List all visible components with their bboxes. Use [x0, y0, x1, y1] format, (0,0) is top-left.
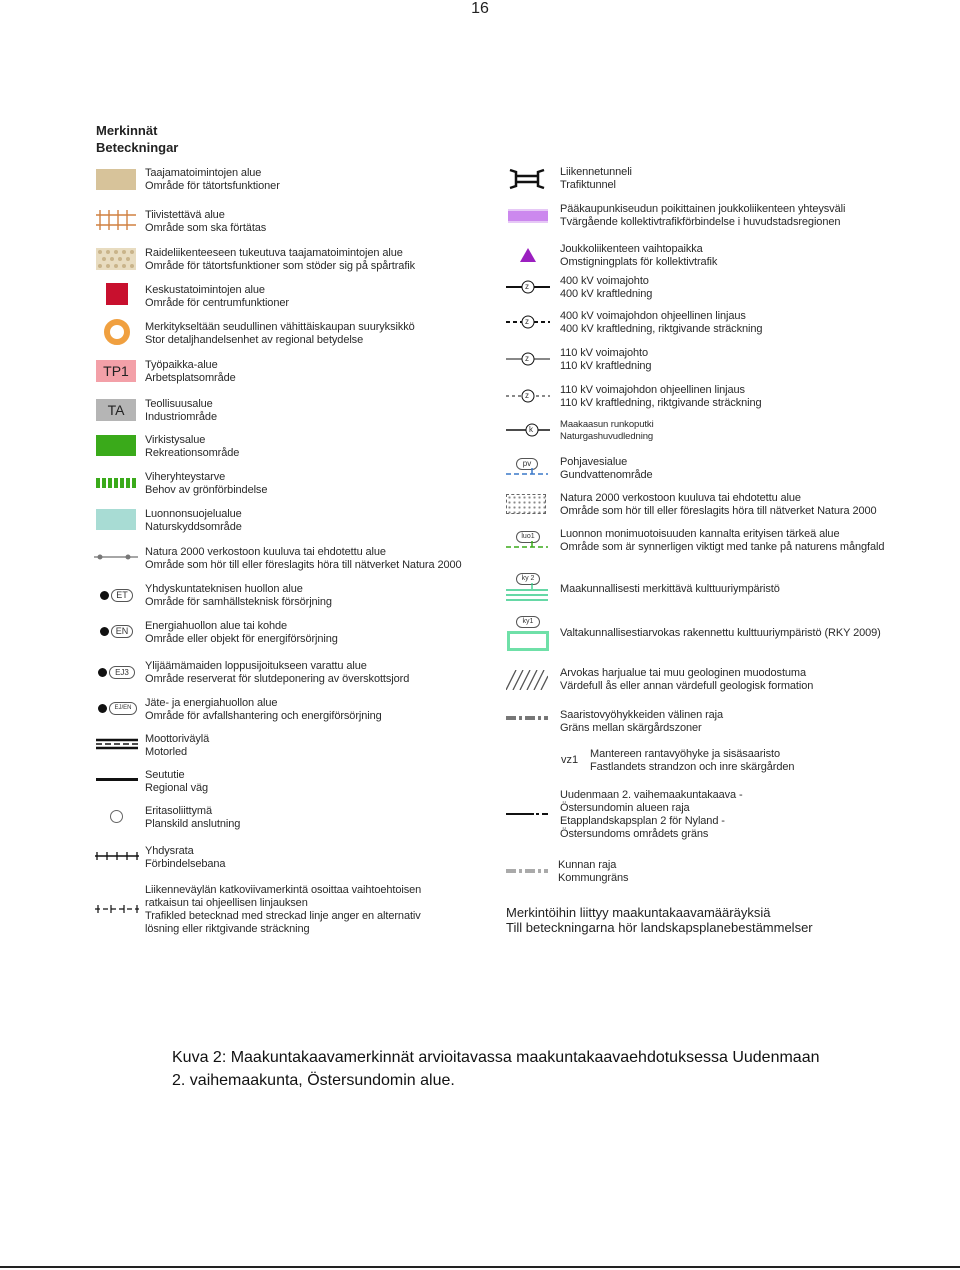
legend-label-sv: Gundvattenområde [560, 469, 653, 481]
dot-marker-icon [100, 627, 109, 636]
legend-label-sv: 110 kV kraftledning, riktgivande sträckning [560, 397, 762, 409]
legend-item-retail [145, 321, 415, 347]
legend-label-fi: Maakaasun runkoputki [560, 419, 654, 430]
legend-label-fi: 400 kV voimajohto [560, 275, 649, 287]
recreation-area-swatch [96, 435, 136, 456]
transit-link-swatch [508, 209, 548, 223]
legend-label-fi: Joukkoliikenteen vaihtopaikka [560, 243, 703, 255]
legend-item-regional-road [145, 769, 208, 795]
legend-label-sv: 400 kV kraftledning, riktgivande sträckning [560, 323, 763, 335]
legend-label-sv: Omstigningplats för kollektivtrafik [560, 256, 718, 268]
legend-line: Uudenmaan 2. vaihemaakuntakaava - [560, 789, 743, 801]
legend-line: Etapplandskapsplan 2 för Nyland - [560, 815, 725, 827]
legend-item-esker [560, 667, 813, 693]
legend-label-fi: Luonnonsuojelualue [145, 508, 242, 520]
legend-label-sv: Motorled [145, 746, 187, 758]
workplace-code: TP1 [103, 363, 129, 379]
interchange-icon [110, 810, 123, 823]
rail-urban-area-swatch [96, 248, 136, 270]
legend-label-fi: Natura 2000 verkostoon kuuluva tai ehdotettu alue [560, 492, 801, 504]
legend-label-fi: Mantereen rantavyöhyke ja sisäsaaristo [590, 748, 781, 760]
ej3-tag: EJ3 [109, 666, 135, 679]
legend-item-railway [145, 845, 225, 871]
legend-item-urban-area [145, 167, 280, 193]
legend-label-sv: Område reserverat för slutdeponering av överskottsjord [145, 673, 410, 685]
legend-label-sv: Område som är synnerligen viktigt med tanke på naturens mångfald [560, 541, 885, 553]
legend-item-110kv-guide [560, 384, 762, 410]
legend-label-sv: Naturgashuvudledning [560, 431, 654, 442]
legend-label-sv: Fastlandets strandzon och inre skärgården [590, 761, 795, 773]
legend-item-municipal-boundary [558, 859, 628, 885]
legend-title [96, 122, 178, 156]
legend-line: Östersundomin alueen raja [560, 802, 690, 814]
legend-item-tunnel [560, 166, 632, 192]
legend-label-sv: Område för centrumfunktioner [145, 297, 289, 309]
legend-item-cultural-env [560, 583, 780, 596]
et-tag: ET [111, 589, 133, 602]
legend-label-sv: Kommungräns [558, 872, 629, 884]
legend-item-natura-right [560, 492, 877, 518]
legend-label-sv: Värdefull ås eller annan värdefull geologisk formation [560, 680, 814, 692]
power-code: z [525, 282, 529, 291]
caption-line-2: 2. vaihemaakunta, Östersundomin alue. [172, 1072, 455, 1089]
biodiversity-line-icon [506, 541, 548, 551]
legend-label-fi: Raideliikenteeseen tukeutuva taajamatoimintojen alue [145, 247, 403, 259]
tunnel-icon [506, 168, 548, 190]
legend-label-sv: Arbetsplatsområde [145, 372, 236, 384]
legend-item-rky [560, 627, 881, 640]
esker-area-icon [506, 670, 548, 690]
legend-label-sv: Rekreationsområde [145, 447, 240, 459]
legend-item-archipelago-boundary [560, 709, 723, 735]
legend-item-transfer [560, 243, 717, 269]
railway-icon [95, 851, 139, 861]
legend-label-fi: Liikennetunneli [560, 166, 632, 178]
legend-item-groundwater [560, 456, 653, 482]
center-area-swatch [106, 283, 128, 305]
legend-item-dashed-route [145, 884, 421, 936]
legend-item-green-link [145, 471, 267, 497]
legend-item-ej3 [145, 660, 409, 686]
archipelago-boundary-icon [506, 714, 548, 722]
natura-area-icon [506, 494, 546, 514]
legend-label-fi: Kunnan raja [558, 859, 617, 871]
legend-line: Valtakunnallisestiarvokas rakennettu kulttuuriympäristö (RKY 2009) [560, 627, 881, 639]
legend-label-fi: Yhdyskuntateknisen huollon alue [145, 583, 303, 595]
groundwater-tag: pv [516, 458, 538, 470]
legend-item-recreation [145, 434, 239, 460]
legend-label-fi: Ylijäämämaiden loppusijoitukseen varattu alue [145, 660, 367, 672]
legend-label-fi: Viheryhteystarve [145, 471, 226, 483]
figure-caption [172, 1046, 820, 1092]
en-tag: EN [111, 625, 133, 638]
legend-label-sv: 400 kV kraftledning [560, 288, 653, 300]
biodiversity-tag: luo1 [516, 531, 540, 543]
legend-label-fi: 110 kV voimajohto [560, 347, 648, 359]
motorway-icon [96, 738, 138, 750]
legend-line: Liikenneväylän katkoviivamerkintä osoittaa vaihtoehtoisen [145, 884, 422, 896]
legend-label-sv: Område för avfallshantering och energiförsörjning [145, 710, 382, 722]
dot-marker-icon [98, 704, 107, 713]
legend-line: Östersundoms områdets gräns [560, 828, 709, 840]
densify-area-icon [96, 209, 136, 231]
legend-item-densify [145, 209, 266, 235]
groundwater-line-icon [506, 468, 548, 478]
regional-road-icon [96, 778, 138, 781]
cultural-env-line-icon [506, 583, 548, 603]
legend-label-sv: Industriområde [145, 411, 217, 423]
legend-label-sv: Förbindelsebana [145, 858, 226, 870]
legend-label-sv: 110 kV kraftledning [560, 360, 652, 372]
legend-title-sv: Beteckningar [96, 140, 179, 155]
zone-code: vz1 [561, 754, 579, 766]
legend-line: ratkaisun tai ohjeellisen linjauksen [145, 897, 308, 909]
legend-label-fi: Eritasoliittymä [145, 805, 212, 817]
legend-label-fi: Tiivistettävä alue [145, 209, 225, 221]
nature-reserve-swatch [96, 509, 136, 530]
legend-label-sv: Område för samhällsteknisk försörjning [145, 596, 332, 608]
legend-label-sv: Planskild anslutning [145, 818, 241, 830]
legend-item-gas [560, 419, 654, 443]
municipal-boundary-icon [506, 867, 548, 875]
legend-label-sv: Regional väg [145, 782, 209, 794]
legend-label-sv: Tvärgående kollektivtrafikförbindelse i huvudstadsregionen [560, 216, 841, 228]
legend-label-fi: Pohjavesialue [560, 456, 628, 468]
green-link-icon [96, 478, 138, 488]
power-code: z [525, 317, 529, 326]
legend-label-sv: Gräns mellan skärgårdszoner [560, 722, 702, 734]
legend-label-fi: Virkistysalue [145, 434, 206, 446]
legend-item-400kv [560, 275, 652, 301]
legend-label-sv: Trafiktunnel [560, 179, 616, 191]
legend-label-fi: Keskustatoimintojen alue [145, 284, 265, 296]
transfer-point-icon [520, 248, 536, 262]
legend-item-shore-zone [590, 748, 794, 774]
legend-item-110kv [560, 347, 651, 373]
legend-label-fi: Jäte- ja energiahuollon alue [145, 697, 278, 709]
rky-area-icon [507, 631, 549, 651]
legend-label-fi: 110 kV voimajohdon ohjeellinen linjaus [560, 384, 745, 396]
workplace-area-swatch [96, 360, 136, 382]
legend-label-sv: Område som hör till eller föreslagits höra till nätverket Natura 2000 [145, 559, 462, 571]
legend-label-sv: Område som hör till eller föreslagits höra till nätverket Natura 2000 [560, 505, 877, 517]
legend-item-nature-reserve [145, 508, 242, 534]
legend-label-fi: Työpaikka-alue [145, 359, 218, 371]
legend-note-sv: Till beteckningarna hör landskapsplanebestämmelser [506, 920, 813, 935]
legend-label-fi: Pääkaupunkiseudun poikittainen joukkoliikenteen yhteysväli [560, 203, 846, 215]
legend-label-fi: 400 kV voimajohdon ohjeellinen linjaus [560, 310, 746, 322]
retail-unit-icon [103, 318, 131, 346]
legend-line: Trafikled betecknad med streckad linje anger en alternativ [145, 910, 421, 922]
legend-label-sv: Område eller objekt för energiförsörjning [145, 633, 338, 645]
legend-label-sv: Område för tätortsfunktioner som stöder sig på spårtrafik [145, 260, 416, 272]
legend-item-industrial [145, 398, 217, 424]
legend-label-sv: Område som ska förtätas [145, 222, 267, 234]
legend-label-sv: Stor detaljhandelsenhet av regional betydelse [145, 334, 364, 346]
urban-area-swatch [96, 169, 136, 190]
legend-item-interchange [145, 805, 240, 831]
rky-tag: ky1 [516, 616, 540, 628]
legend-item-transit-link [560, 203, 845, 229]
legend-item-et [145, 583, 332, 609]
industrial-code: TA [107, 402, 125, 418]
legend-label-fi: Saaristovyöhykkeiden välinen raja [560, 709, 724, 721]
legend-label-fi: Natura 2000 verkostoon kuuluva tai ehdotettu alue [145, 546, 386, 558]
legend-title-fi: Merkinnät [96, 123, 158, 138]
gas-code: k [529, 425, 533, 434]
legend-item-rail-urban [145, 247, 415, 273]
dashed-route-icon [95, 904, 139, 914]
legend-line: Maakunnallisesti merkittävä kulttuuriympäristö [560, 583, 780, 595]
legend-label-sv: Behov av grönförbindelse [145, 484, 268, 496]
natura-line-icon [94, 552, 138, 562]
ejen-tag: EJ/EN [109, 702, 137, 715]
power-code: z [525, 391, 529, 400]
legend-label-sv: Naturskyddsområde [145, 521, 242, 533]
legend-item-natura [145, 546, 462, 572]
legend-note-fi: Merkintöihin liittyy maakuntakaavamääräyksiä [506, 905, 771, 920]
legend-label-sv: Område för tätortsfunktioner [145, 180, 280, 192]
power-code: z [525, 354, 529, 363]
legend-label-fi: Yhdysrata [145, 845, 194, 857]
legend-item-400kv-guide [560, 310, 762, 336]
legend-label-fi: Teollisuusalue [145, 398, 213, 410]
legend-label-fi: Energiahuollon alue tai kohde [145, 620, 288, 632]
legend-item-ejen [145, 697, 382, 723]
legend-line: lösning eller riktgivande sträckning [145, 923, 310, 935]
legend-label-fi: Moottoriväylä [145, 733, 210, 745]
legend-label-fi: Taajamatoimintojen alue [145, 167, 262, 179]
industrial-area-swatch [96, 399, 136, 421]
legend-item-motorway [145, 733, 209, 759]
legend-label-fi: Seututie [145, 769, 185, 781]
legend-note [506, 905, 813, 935]
caption-line-1: Kuva 2: Maakuntakaavamerkinnät arvioitavassa maakuntakaavaehdotuksessa Uudenmaan [172, 1049, 820, 1066]
dot-marker-icon [100, 591, 109, 600]
cultural-env-tag: ky 2 [516, 573, 540, 585]
legend-item-plan-boundary [560, 789, 743, 841]
legend-item-workplace [145, 359, 236, 385]
legend-item-biodiversity [560, 528, 884, 554]
dot-marker-icon [98, 668, 107, 677]
legend-label-fi: Arvokas harjualue tai muu geologinen muodostuma [560, 667, 807, 679]
page-number: 16 [471, 0, 489, 17]
legend-item-en [145, 620, 338, 646]
legend-item-center [145, 284, 289, 310]
plan-boundary-icon [506, 810, 548, 818]
bottom-rule [0, 1266, 960, 1268]
legend-label-fi: Merkitykseltään seudullinen vähittäiskaupan suuryksikkö [145, 321, 415, 333]
legend-label-fi: Luonnon monimuotoisuuden kannalta erityisen tärkeä alue [560, 528, 840, 540]
